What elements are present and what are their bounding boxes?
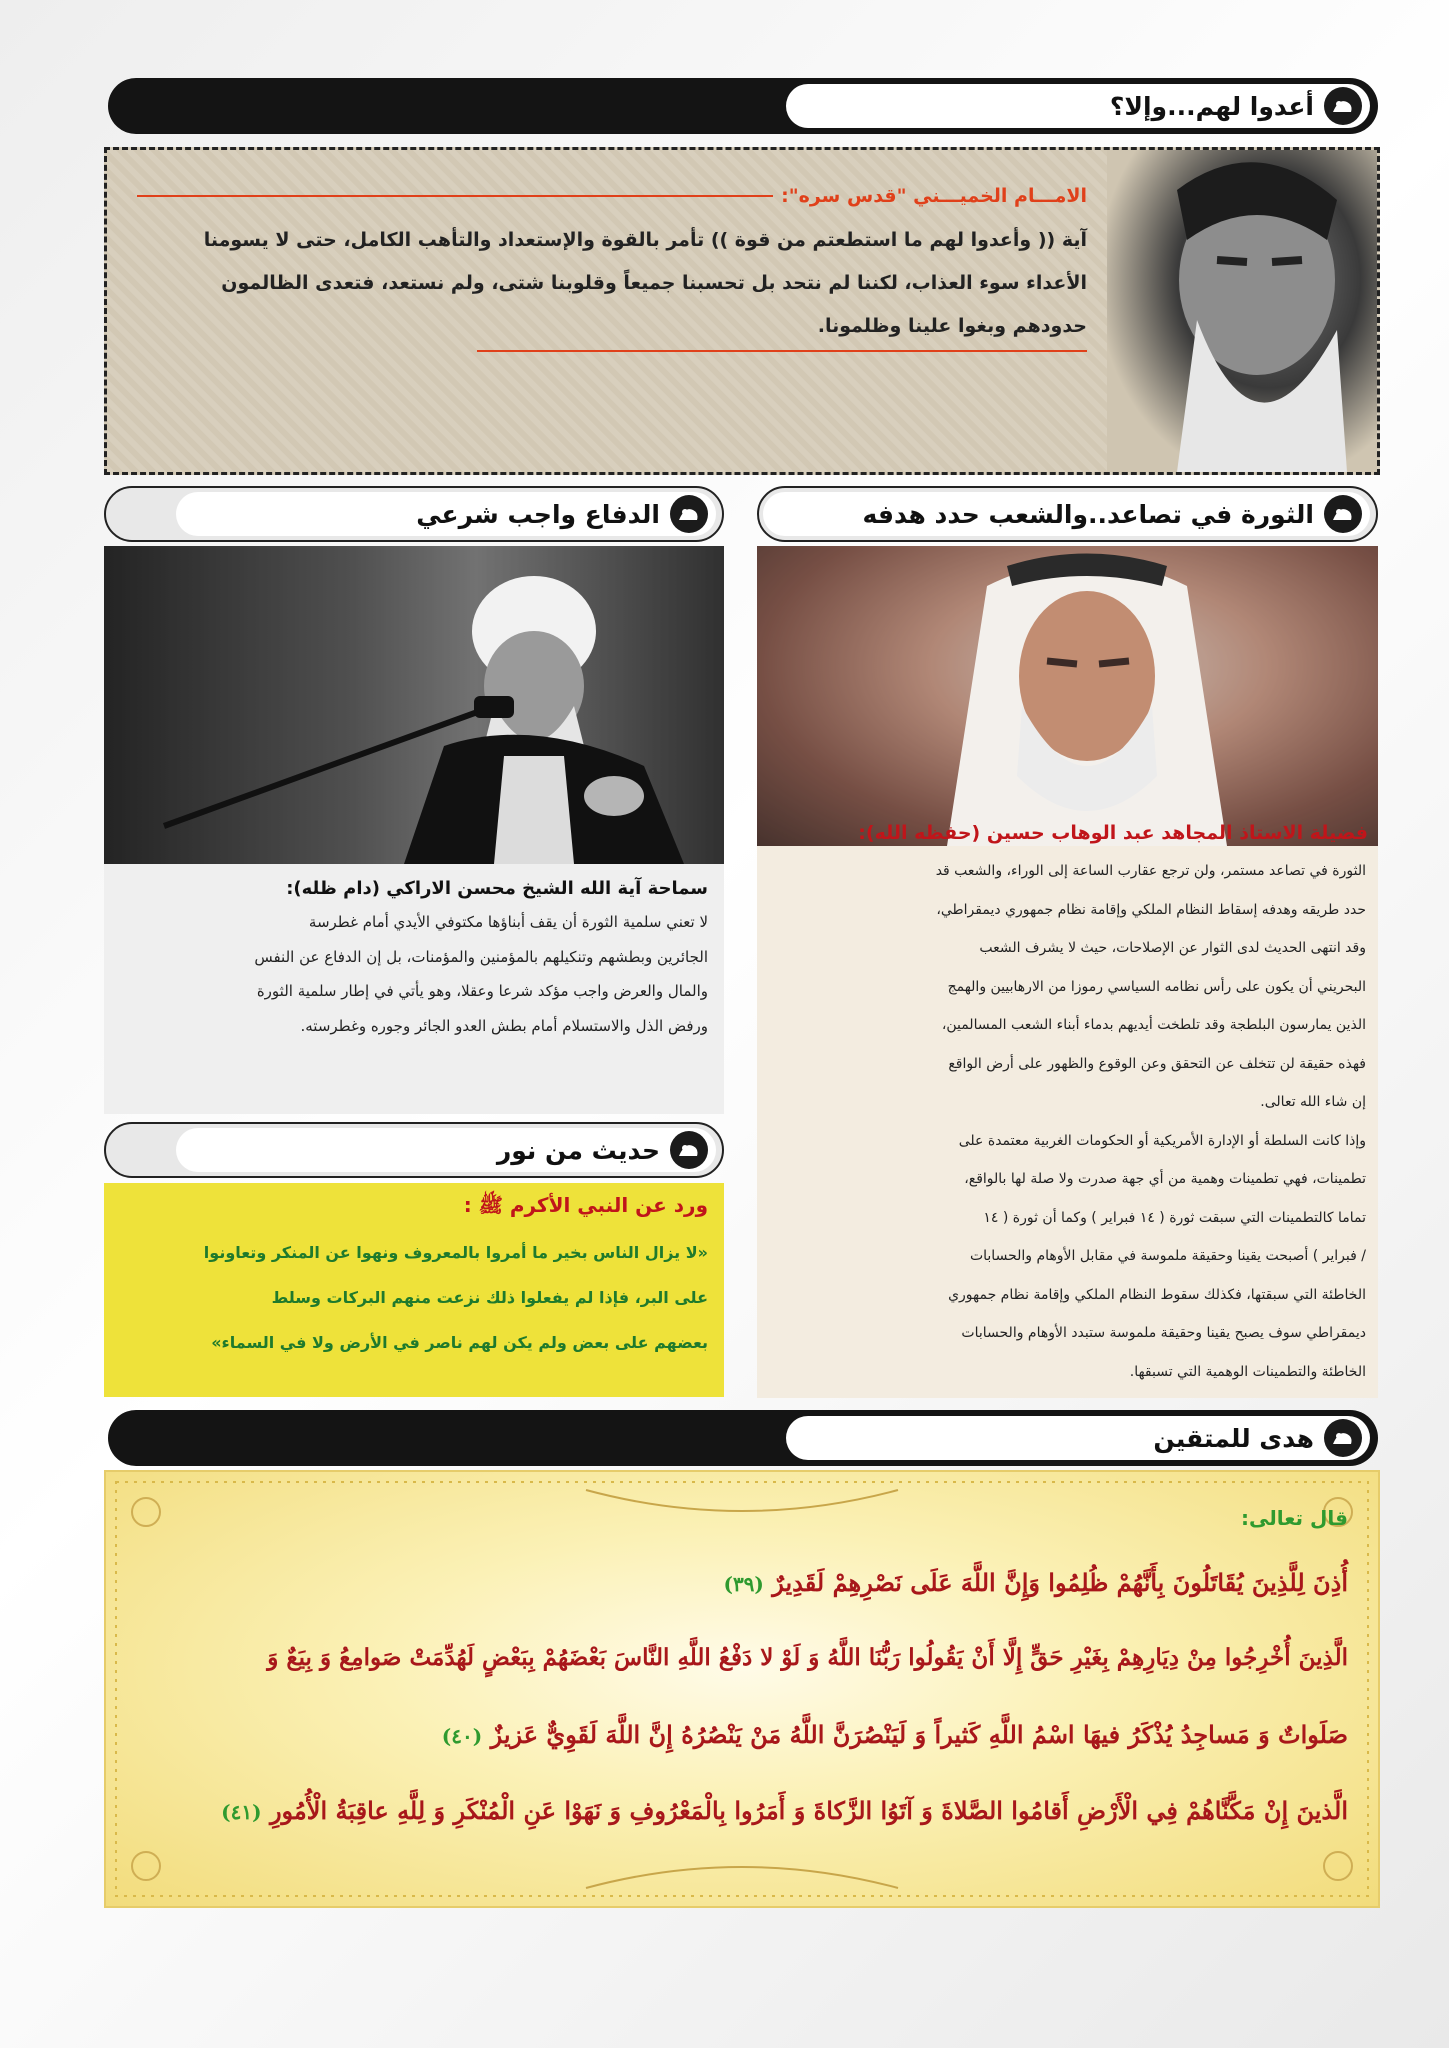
sheikh-line: لا تعني سلمية الثورة أن يقف أبناؤها مكتوفي الأيدي أمام غطرسة (308, 913, 708, 931)
verse-number: (٣٩) (723, 1572, 764, 1596)
section-header-guidance (108, 1410, 1378, 1466)
khomeini-quote-box (104, 147, 1380, 475)
quran-intro: قال تعالى: (1241, 1506, 1348, 1530)
abdulwahab-line: الذين يمارسون البلطجة وقد تلطخت أيديهم بدماء أبناء الشعب المسالمين، (941, 1017, 1366, 1033)
sheikh-caption: سماحة آية الله الشيخ محسن الاراكي (دام ظله): (286, 878, 708, 899)
section-header-pill (786, 84, 1370, 128)
abdulwahab-panel (757, 846, 1378, 1398)
hadith-heading: ورد عن النبي الأكرم ﷺ : (463, 1193, 708, 1217)
quran-verses-box (104, 1470, 1380, 1908)
section-title: هدى للمتقين (1153, 1423, 1314, 1453)
hadith-box (104, 1183, 724, 1397)
emblem-icon (1324, 495, 1362, 533)
section-title: حديث من نور (496, 1135, 660, 1165)
abdulwahab-line: البحريني أن يكون على رأس نظامه السياسي رموزا من الارهابيين والهمج (947, 978, 1366, 995)
verse-text: الَّذينَ إِنْ مَكَّنَّاهُمْ فِي الْأَرْضِ أَقامُوا الصَّلاةَ وَ آتَوُا الزَّكاةَ وَ أَمَرُوا بِالْمَعْرُوفِ وَ نَهَوْا عَنِ الْمُنْكَرِ وَ لِلَّهِ عاقِبَةُ الْأُمُورِ (269, 1796, 1348, 1825)
verse-41 (221, 1796, 1348, 1825)
abdulwahab-line: الثورة في تصاعد مستمر، ولن ترجع عقارب الساعة إلى الوراء، والشعب قد (935, 863, 1366, 879)
abdulwahab-hussain-photo (757, 546, 1378, 846)
sheikh-line: ورفض الذل والاستسلام أمام بطش العدو الجائر وجوره وغطرسته. (300, 1016, 708, 1035)
section-header-revolution (757, 486, 1378, 542)
section-header-pill (763, 492, 1370, 536)
abdulwahab-line: الخاطئة والتطمينات الوهمية التي تسبقها. (1129, 1363, 1366, 1380)
verse-number: (٤١) (221, 1800, 262, 1824)
section-title: الدفاع واجب شرعي (416, 499, 660, 529)
khomeini-line: حدودهم وبغوا علينا وظلمونا. (817, 315, 1087, 337)
sheikh-line: والمال والعرض واجب مؤكد شرعا وعقلا، وهو يأتي في إطار سلمية الثورة (256, 982, 708, 1000)
section-title: أعدوا لهم...وإلا؟ (1109, 91, 1314, 121)
sheikh-line: الجائرين وبطشهم وتنكيلهم بالمؤمنين والمؤمنات، بل إن الدفاع عن النفس (254, 947, 708, 966)
emblem-icon (670, 495, 708, 533)
emblem-icon (1324, 1419, 1362, 1457)
abdulwahab-line: / فبراير ) أصبحت يقينا وحقيقة ملموسة في مقابل الأوهام والحسابات (969, 1248, 1366, 1264)
verse-number: (٤٠) (441, 1724, 483, 1748)
section-header-pill (176, 1128, 716, 1172)
abdulwahab-line: حدد طريقه وهدفه إسقاط النظام الملكي وإقامة نظام جمهوري ديمقراطي، (936, 901, 1366, 918)
verse-text: أُذِنَ لِلَّذِينَ يُقَاتَلُونَ بِأَنَّهُمْ ظُلِمُوا وَإِنَّ اللَّهَ عَلَى نَصْرِهِمْ لَقَدِيرٌ (772, 1568, 1348, 1597)
hadith-line: «لا يزال الناس بخير ما أمروا بالمعروف ونهوا عن المنكر وتعاونوا (203, 1243, 708, 1262)
section-header-pill (176, 492, 716, 536)
abdulwahab-line: ديمقراطي سوف يصبح يقينا وحقيقة ملموسة ستبدد الأوهام والحسابات (961, 1325, 1366, 1341)
section-header-defense (104, 486, 724, 542)
hadith-line: على البر، فإذا لم يفعلوا ذلك نزعت منهم البركات وسلط (271, 1288, 708, 1307)
hadith-line: بعضهم على بعض ولم يكن لهم ناصر في الأرض ولا في السماء» (211, 1333, 708, 1352)
section-header-pill (786, 1416, 1370, 1460)
verse-text: صَلَواتٌ وَ مَساجِدُ يُذْكَرُ فيهَا اسْمُ اللَّهِ كَثيراً وَ لَيَنْصُرَنَّ اللَّهُ مَنْ يَنْصُرُهُ إِنَّ اللَّهَ لَقَوِيٌّ عَزيزٌ (490, 1720, 1348, 1749)
section-title: الثورة في تصاعد..والشعب حدد هدفه (862, 499, 1314, 529)
abdulwahab-line: وإذا كانت السلطة أو الإدارة الأمريكية أو الحكومات الغربية معتمدة على (958, 1132, 1366, 1149)
sheikh-araki-panel (104, 864, 724, 1114)
sheikh-araki-photo (104, 546, 724, 864)
quote-bottom-rule (477, 350, 1087, 352)
ornament-frame (106, 1472, 1378, 1906)
abdulwahab-line: فهذه حقيقة لن تتخلف عن التحقق وعن الوقوع والظهور على أرض الواقع (948, 1055, 1366, 1072)
khomeini-portrait (1107, 150, 1377, 472)
abdulwahab-line: تماما كالتطمينات التي سبقت ثورة ( ١٤ فبراير ) وكما أن ثورة ( ١٤ (983, 1209, 1366, 1226)
emblem-icon (1324, 87, 1362, 125)
verse-40-part2 (442, 1720, 1348, 1749)
abdulwahab-line: الخاطئة التي سبقتها، فكذلك سقوط النظام الملكي وإقامة نظام جمهوري (948, 1286, 1366, 1303)
verse-40-part1 (267, 1644, 1348, 1671)
section-header-top (108, 78, 1378, 134)
abdulwahab-line: إن شاء الله تعالى. (1260, 1094, 1366, 1110)
abdulwahab-caption: فضيلة الاستاذ المجاهد عبد الوهاب حسين (حفظه الله): (858, 822, 1368, 844)
khomeini-line: الأعداء سوء العذاب، لكننا لم نتحد بل تحسبنا جميعاً وقلوبنا شتى، ولم نستعد، فتعدى الظالمون (221, 272, 1087, 294)
heading-rule (137, 195, 773, 197)
abdulwahab-line: وقد انتهى الحديث لدى الثوار عن الإصلاحات، حيث لا يشرف الشعب (979, 940, 1366, 956)
verse-text: الَّذِينَ أُخْرِجُوا مِنْ دِيَارِهِمْ بِغَيْرِ حَقٍّ إِلَّا أَنْ يَقُولُوا رَبُّنَا اللَّهُ وَ لَوْ لا دَفْعُ اللَّهِ النَّاسَ بَعْضَهُمْ بِبَعْضٍ لَهُدِّمَتْ صَوامِعُ وَ بِيَعٌ وَ (267, 1644, 1348, 1671)
emblem-icon (670, 1131, 708, 1169)
abdulwahab-line: تطمينات، فهي تطمينات وهمية من أي جهة صدرت ولا صلة لها بالواقع، (964, 1171, 1366, 1187)
section-header-hadith (104, 1122, 724, 1178)
khomeini-line: آية (( وأعدوا لهم ما استطعتم من قوة )) تأمر بالقوة والإستعداد والتأهب الكامل، حتى لا يسومنا (203, 229, 1087, 251)
khomeini-heading: الامـــام الخميـــني "قدس سره": (781, 185, 1087, 207)
verse-39 (723, 1568, 1348, 1597)
